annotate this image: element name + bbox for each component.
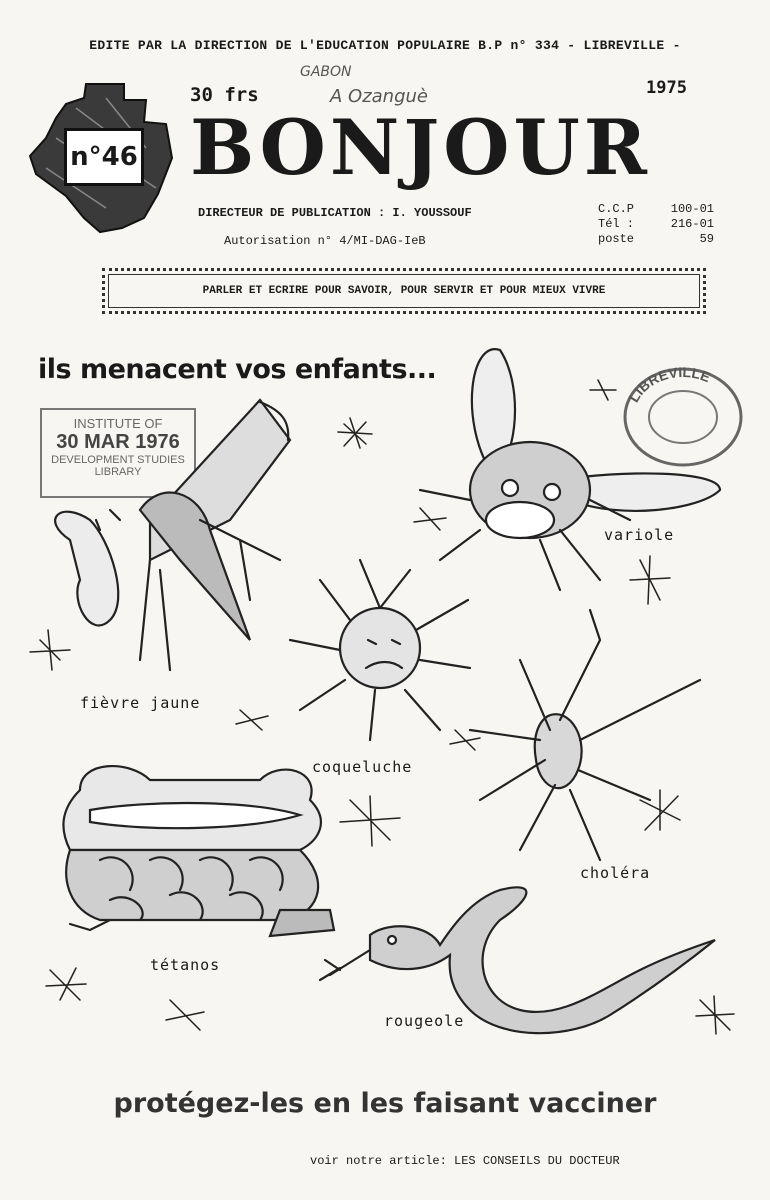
issue-number: n°46: [64, 128, 144, 186]
authorization-line: Autorisation n° 4/MI-DAG-IeB: [224, 234, 426, 248]
headline: ils menacent vos enfants...: [38, 354, 437, 385]
price: 30 frs: [190, 84, 259, 106]
snake-illustration: [320, 887, 715, 1033]
footer-slogan: protégez-les en les faisant vacciner: [113, 1088, 657, 1119]
postmark-text: LIBREVILLE: [625, 363, 713, 405]
director-line: DIRECTEUR DE PUBLICATION : I. YOUSSOUF: [198, 206, 472, 220]
caption-variole: variole: [604, 526, 675, 544]
stamp-line3: DEVELOPMENT STUDIES: [51, 454, 185, 466]
contact-ccp: C.C.P 100-01: [598, 202, 714, 216]
stamp-line4: LIBRARY: [94, 466, 142, 478]
publisher-line: EDITE PAR LA DIRECTION DE L'EDUCATION POPULAIRE B.P n° 334 - LIBREVILLE -: [89, 38, 681, 53]
stamp-line1: INSTITUTE OF: [73, 416, 163, 431]
stamp-date: 30 MAR 1976: [56, 431, 180, 453]
footer-note: voir notre article: LES CONSEILS DU DOCTEUR: [310, 1154, 620, 1168]
contact-tel: Tél : 216-01: [598, 217, 714, 231]
spider-bacterium-illustration: [470, 610, 700, 860]
caption-cholera: choléra: [580, 864, 651, 882]
caption-rougeole: rougeole: [384, 1012, 465, 1030]
frog-illustration: [63, 766, 334, 936]
handwritten-note-gabon: GABON: [300, 64, 352, 80]
caption-coqueluche: coqueluche: [312, 758, 413, 776]
contact-poste: poste 59: [598, 232, 714, 246]
spiky-germ-illustration: [290, 560, 470, 740]
fly-illustration: [420, 349, 720, 590]
year: 1975: [646, 78, 687, 98]
masthead-title: BONJOUR: [190, 103, 651, 192]
caption-fievre-jaune: fièvre jaune: [80, 694, 201, 712]
caption-tetanos: tétanos: [150, 956, 221, 974]
mosquito-illustration: [55, 400, 290, 670]
handwritten-note-name: A Ozanguè: [330, 86, 428, 107]
motto-text: PARLER ET ECRIRE POUR SAVOIR, POUR SERVIR ET POUR MIEUX VIVRE: [202, 285, 606, 297]
